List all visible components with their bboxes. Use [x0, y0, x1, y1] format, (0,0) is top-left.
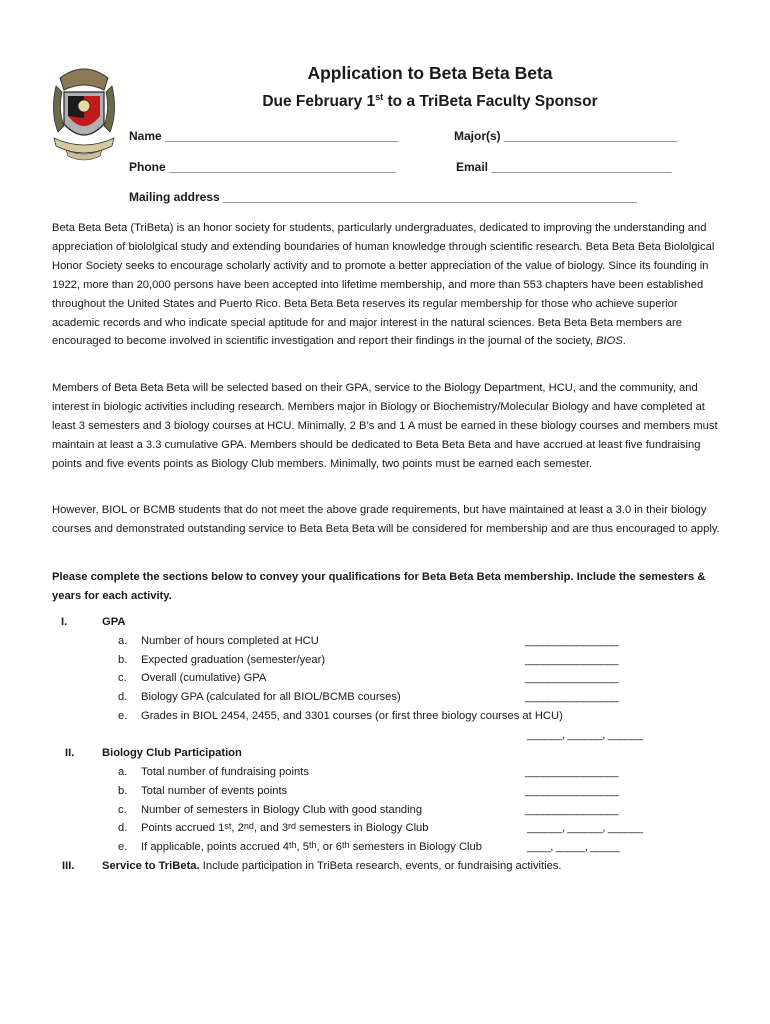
mailing-address-field[interactable]: Mailing address ______________________________________________________________: [129, 190, 637, 204]
item-letter: b.: [118, 654, 128, 666]
item-letter: d.: [118, 691, 128, 703]
text-part: semesters in Biology Club: [296, 822, 429, 834]
text-part: semesters in Biology Club: [349, 841, 482, 853]
text-part: , and 3: [253, 822, 289, 834]
points-4-6-blanks[interactable]: ____, _____, _____: [527, 841, 620, 853]
item-letter: a.: [118, 635, 128, 647]
hours-completed-blank[interactable]: ________________: [525, 635, 619, 647]
text-part: , 2: [231, 822, 244, 834]
selection-paragraph: Members of Beta Beta Beta will be selected based on their GPA, service to the Biology Department, HCU, and the community, and interest in biologic activities including research. Members major in Biology or Biochemistry/Molecular Biology and have completed at least 3 semesters and 3 biology courses at HCU. Minimally, 2 B’s and 1 A must be earned in these biology courses and members must maintain at least a 3.3 cumulative GPA. Members should be dedicated to Beta Beta Beta and have accrued at least five fundraising points and five events points as Biology Club members. Minimally, two points must be earned each semester.: [52, 382, 718, 470]
exception-paragraph: However, BIOL or BCMB students that do not meet the above grade requirements, but have maintained at least a 3.0 in their biology courses and demonstrated outstanding service to Beta Beta Beta will be considered for membership and are thus encouraged to apply.: [52, 504, 720, 535]
ordinal-sup: nd: [243, 821, 254, 831]
instructions-paragraph: Please complete the sections below to convey your qualifications for Beta Beta Beta membership. Include the semesters & years for each activity.: [52, 571, 706, 602]
course-grades-label: Grades in BIOL 2454, 2455, and 3301 courses (or first three biology courses at HCU): [141, 710, 563, 722]
section-2-title: Biology Club Participation: [102, 747, 242, 759]
majors-field[interactable]: Major(s) __________________________: [454, 129, 678, 143]
item-letter: e.: [118, 841, 128, 853]
hours-completed-label: Number of hours completed at HCU: [141, 635, 319, 647]
text-part: , 5: [296, 841, 309, 853]
page-subtitle: [0, 93, 770, 111]
biology-gpa-blank[interactable]: ________________: [525, 691, 619, 703]
email-field[interactable]: Email ___________________________: [456, 160, 672, 174]
name-field[interactable]: Name ___________________________________: [129, 129, 399, 143]
text-part: If applicable, points accrued 4: [141, 841, 290, 853]
page-title: Application to Beta Beta Beta: [307, 63, 553, 83]
ordinal-sup: th: [309, 840, 317, 850]
subtitle-pre: Due February 1: [262, 93, 376, 110]
intro-end: .: [622, 335, 626, 348]
events-points-label: Total number of events points: [141, 785, 288, 797]
ordinal-sup: st: [224, 821, 232, 831]
intro-paragraph: [52, 219, 724, 351]
ordinal-sup: th: [342, 840, 350, 850]
fundraising-points-blank[interactable]: ________________: [525, 766, 619, 778]
section-1-title: GPA: [102, 616, 126, 628]
intro-text: Beta Beta Beta (TriBeta) is an honor society for students, particularly undergraduates, dedicated to improving the understanding and appreciation of biololgical study and extending boundaries of human knowledge through scientific research. Beta Beta Beta Biololgical Honor Society seeks to encourage scholarly activity and to promote a better appreciation of the value of biology. Since its founding in 1922, more than 20,000 persons have been accepted into lifetime membership, and more than 553 chapters have been established throughout the United States and Puerto Rico. Beta Beta Beta reserves its regular membership for those who achieve superior academic records and who indicate special aptitude for and major interest in the natural sciences. Beta Beta Beta members are encouraged to become involved in scientific investigation and report their findings in the journal of the society,: [52, 222, 715, 348]
section-3-title: Service to TriBeta.: [102, 860, 200, 872]
expected-graduation-label: Expected graduation (semester/year): [141, 654, 326, 666]
item-letter: e.: [118, 710, 128, 722]
points-1-3-label: [141, 822, 429, 834]
text-part: , or 6: [316, 841, 343, 853]
subtitle-sup: st: [375, 92, 384, 102]
semesters-good-standing-blank[interactable]: ________________: [525, 804, 619, 816]
expected-graduation-blank[interactable]: ________________: [525, 654, 619, 666]
points-1-3-blanks[interactable]: ______, ______, ______: [527, 822, 643, 834]
section-3-line: [102, 860, 562, 872]
ordinal-sup: rd: [288, 821, 297, 831]
item-letter: b.: [118, 785, 128, 797]
section-1-number: I.: [61, 616, 68, 628]
section-3-text: Include participation in TriBeta research, events, or fundraising activities.: [199, 860, 562, 872]
journal-name: BIOS: [595, 335, 623, 348]
ordinal-sup: th: [289, 840, 297, 850]
overall-gpa-label: Overall (cumulative) GPA: [141, 672, 267, 684]
subtitle-post: to a TriBeta Faculty Sponsor: [383, 93, 598, 110]
item-letter: d.: [118, 822, 128, 834]
biology-gpa-label: Biology GPA (calculated for all BIOL/BCMB courses): [141, 691, 401, 703]
course-grades-blanks[interactable]: ______, ______, ______: [527, 729, 643, 741]
section-2-number: II.: [65, 747, 75, 759]
item-letter: c.: [118, 804, 127, 816]
text-part: Points accrued 1: [141, 822, 225, 834]
section-3-number: III.: [62, 860, 75, 872]
overall-gpa-blank[interactable]: ________________: [525, 672, 619, 684]
item-letter: c.: [118, 672, 127, 684]
fundraising-points-label: Total number of fundraising points: [141, 766, 309, 778]
phone-field[interactable]: Phone __________________________________: [129, 160, 396, 174]
item-letter: a.: [118, 766, 128, 778]
points-4-6-label: [141, 841, 482, 853]
events-points-blank[interactable]: ________________: [525, 785, 619, 797]
semesters-good-standing-label: Number of semesters in Biology Club with good standing: [141, 804, 423, 816]
